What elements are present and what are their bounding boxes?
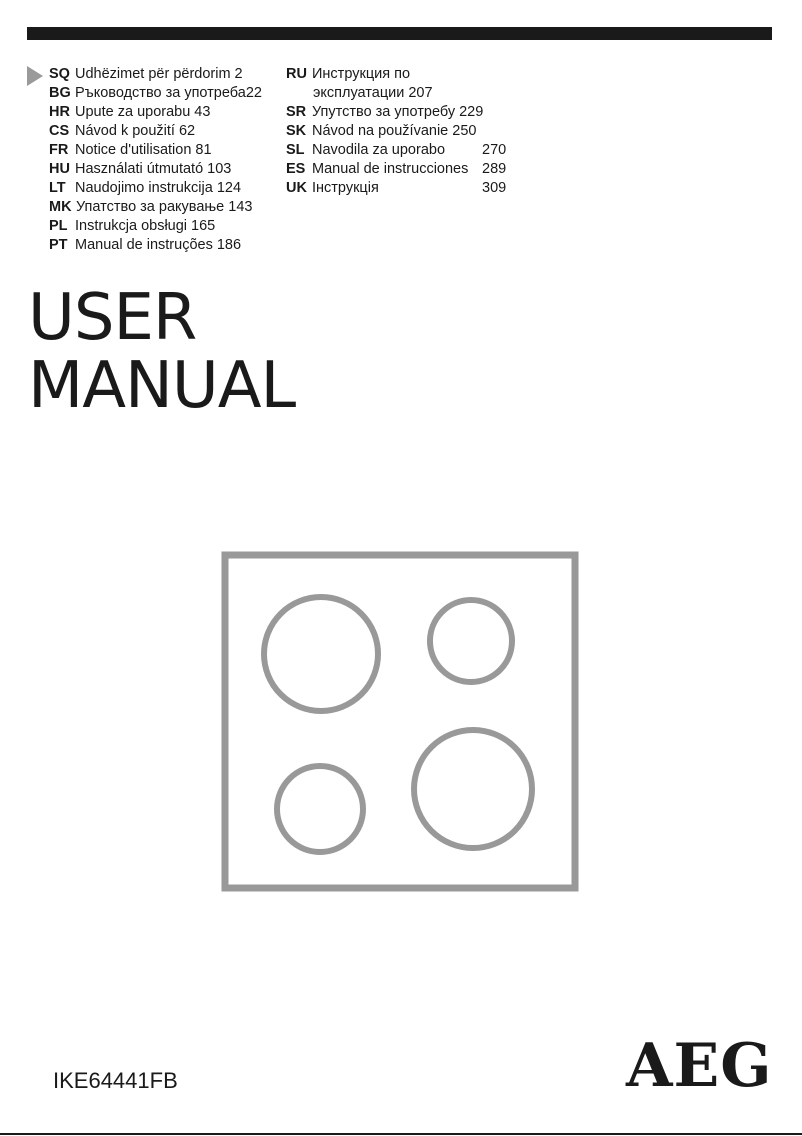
language-code: PT [49, 237, 68, 253]
language-title-continuation: эксплуатации [313, 85, 405, 101]
language-entry [286, 141, 526, 160]
language-entry-continuation [286, 84, 526, 103]
language-page: 165 [191, 218, 216, 234]
language-entry [49, 141, 281, 160]
language-code: UK [286, 180, 307, 196]
language-title: Instrukcja obsługi [75, 218, 188, 234]
title-line-1: USER [28, 281, 197, 355]
language-entry [49, 179, 281, 198]
language-code: RU [286, 66, 307, 82]
language-entry [49, 217, 281, 236]
language-title: Használati útmutató [75, 161, 204, 177]
brand-logo: AEG [626, 1031, 773, 1101]
language-title: Upute za uporabu [75, 104, 191, 120]
language-entry [49, 84, 281, 103]
language-title: Manual de instrucciones [312, 161, 469, 177]
language-entry [49, 160, 281, 179]
language-page: 143 [228, 199, 253, 215]
language-title: Navodila za uporabo [312, 142, 446, 158]
language-entry [286, 122, 526, 141]
language-title: Упутство за употребу [312, 104, 456, 120]
burner-small-top-right [430, 600, 512, 682]
top-bar [27, 27, 772, 40]
language-title: Notice d'utilisation [75, 142, 192, 158]
language-title: Ръководство за употреба [75, 85, 246, 101]
language-title: Návod na používanie [312, 123, 449, 139]
arrow-marker-icon [27, 66, 43, 86]
language-page: 81 [195, 142, 212, 158]
hob-illustration-icon [220, 550, 580, 895]
language-page: 270 [482, 142, 507, 158]
language-code: SL [286, 142, 305, 158]
bottom-rule [0, 1133, 802, 1135]
language-page: 309 [482, 180, 507, 196]
language-page: 207 [408, 85, 433, 101]
language-entry [286, 160, 526, 179]
burner-large-top-left [264, 597, 378, 711]
language-code: ES [286, 161, 306, 177]
language-title: Упатство за ракување [76, 199, 225, 215]
language-list-right [286, 65, 526, 198]
language-title: Инструкция по [312, 66, 411, 82]
language-entry [49, 65, 281, 84]
language-title: Інструкція [312, 180, 379, 196]
language-page: 103 [207, 161, 232, 177]
language-code: CS [49, 123, 70, 139]
document-title [28, 281, 296, 423]
title-line-2: MANUAL [28, 349, 296, 423]
language-page: 43 [194, 104, 211, 120]
language-code: PL [49, 218, 68, 234]
hob-outline [225, 555, 575, 888]
language-title: Udhëzimet për përdorim [75, 66, 231, 82]
language-entry [49, 122, 281, 141]
language-entry [286, 103, 526, 122]
language-page: 124 [216, 180, 242, 196]
model-number: IKE64441FB [53, 1068, 178, 1093]
language-entry [286, 65, 526, 84]
language-page: 186 [216, 237, 242, 253]
language-code: SK [286, 123, 307, 139]
language-list-left [49, 65, 281, 255]
language-page: 250 [452, 123, 477, 139]
language-entry [49, 198, 281, 217]
language-code: HU [49, 161, 70, 177]
language-code: MK [49, 199, 72, 215]
language-page: 2 [234, 66, 243, 82]
language-entry [49, 236, 281, 255]
language-title: Návod k použití [75, 123, 175, 139]
language-code: HR [49, 104, 70, 120]
language-code: SR [286, 104, 307, 120]
language-page: 62 [178, 123, 196, 139]
language-entry [49, 103, 281, 122]
language-title: Manual de instruções [75, 237, 213, 253]
burner-large-bottom-right [414, 730, 532, 848]
language-page: 22 [245, 85, 262, 101]
language-title: Naudojimo instrukcija [75, 180, 213, 196]
language-page: 229 [459, 104, 484, 120]
language-code: FR [49, 142, 69, 158]
language-entry [286, 179, 526, 198]
language-code: SQ [49, 66, 70, 82]
burner-small-bottom-left [277, 766, 363, 852]
language-code: BG [49, 85, 71, 101]
language-page: 289 [482, 161, 507, 177]
language-code: LT [49, 180, 66, 196]
